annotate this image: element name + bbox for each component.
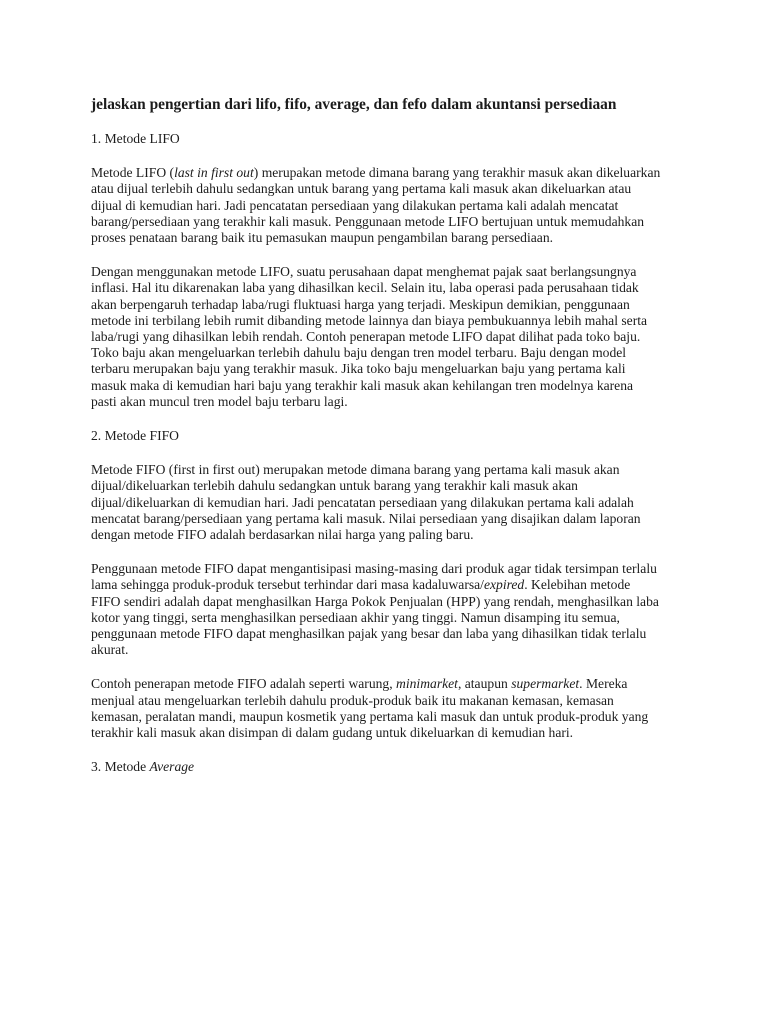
document-page bbox=[91, 95, 661, 794]
italic-text: Average bbox=[149, 759, 195, 775]
document-title: jelaskan pengertian dari lifo, fifo, average, dan fefo dalam akuntansi persediaan bbox=[91, 96, 617, 113]
text-run: Metode FIFO (first in first out) merupakan metode dimana barang yang pertama kali masuk akan dijual/dikeluarkan terlebih dahulu sedangkan untuk barang yang terakhir kali masuk akan dijual/dikeluarkan di kemudian hari. Jadi pencatatan persediaan yang dilakukan pertama kali adalah mencatat barang/persediaan yang pertama kali masuk. Nilai persediaan yang disajikan dalam laporan dengan metode FIFO adalah berdasarkan nilai harga yang paling baru. bbox=[91, 462, 641, 543]
paragraph-fifo-advantages bbox=[91, 561, 661, 658]
section-heading-average bbox=[91, 759, 661, 775]
text-run: . Mereka menjual atau mengeluarkan terlebih dahulu produk-produk baik itu makanan kemasan, kemasan kemasan, peralatan mandi, maupun kosmetik yang pertama kali masuk dan untuk produk-produk yang terakhir kali masuk akan disimpan di dalam gudang untuk dikeluarkan di kemudian hari. bbox=[91, 676, 649, 741]
text-run: . Kelebihan metode FIFO sendiri adalah dapat menghasilkan Harga Pokok Penjualan (HPP) yang rendah, menghasilkan laba kotor yang tinggi, serta menghasilkan persediaan akhir yang tinggi. Namun disamping itu semua, penggunaan metode FIFO dapat menghasilkan pajak yang besar dan laba yang dihasilkan tidak terlalu akurat. bbox=[91, 577, 659, 658]
text-run: 3. Metode bbox=[91, 759, 150, 775]
paragraph-fifo-example bbox=[91, 676, 661, 741]
italic-text: expired bbox=[483, 577, 525, 593]
text-run: ) merupakan metode dimana barang yang terakhir masuk akan dikeluarkan atau dijual terlebih dahulu sedangkan untuk barang yang pertama kali masuk akan dikeluarkan atau dijual di kemudian hari. Jadi pencatatan persediaan yang dilakukan pertama kali adalah mencatat barang/persediaan yang terakhir kali masuk. Penggunaan metode LIFO bertujuan untuk memudahkan proses penataan barang baik itu pemasukan maupun pengambilan barang persediaan. bbox=[91, 165, 661, 246]
text-run: Penggunaan metode FIFO dapat mengantisipasi masing-masing dari produk agar tidak tersimpan terlalu lama sehingga produk-produk tersebut terhindar dari masa kadaluwarsa/ bbox=[91, 561, 657, 593]
italic-text: minimarket bbox=[396, 676, 458, 692]
paragraph-lifo-definition bbox=[91, 165, 661, 246]
paragraph-lifo-usage bbox=[91, 264, 661, 410]
text-run: Contoh penerapan metode FIFO adalah seperti warung, bbox=[91, 676, 397, 692]
text-run: , ataupun bbox=[457, 676, 512, 692]
italic-text: supermarket bbox=[511, 676, 580, 692]
paragraph-fifo-definition bbox=[91, 462, 661, 543]
italic-text: last in first out bbox=[174, 165, 254, 181]
section-heading-lifo: 1. Metode LIFO bbox=[91, 131, 180, 146]
text-run: Dengan menggunakan metode LIFO, suatu perusahaan dapat menghemat pajak saat berlangsungnya inflasi. Hal itu dikarenakan laba yang dihasilkan kecil. Selain itu, laba operasi pada perusahaan tidak akan berpengaruh terhadap laba/rugi fluktuasi harga yang terjadi. Meskipun demikian, penggunaan metode ini terbilang lebih rumit dibanding metode lainnya dan biaya pembukuannya lebih mahal serta laba/rugi yang dihasilkan lebih rendah. Contoh penerapan metode LIFO dapat dilihat pada toko baju. Toko baju akan mengeluarkan terlebih dahulu baju dengan tren model terbaru. Baju dengan model terbaru merupakan baju yang terakhir masuk. Jika toko baju mengeluarkan baju yang pertama kali masuk maka di kemudian hari baju yang terakhir kali masuk akan kehilangan tren modelnya karena pasti akan muncul tren model baju terbaru lagi. bbox=[91, 264, 648, 409]
text-run: Metode LIFO ( bbox=[91, 165, 175, 181]
section-heading-fifo: 2. Metode FIFO bbox=[91, 428, 179, 444]
